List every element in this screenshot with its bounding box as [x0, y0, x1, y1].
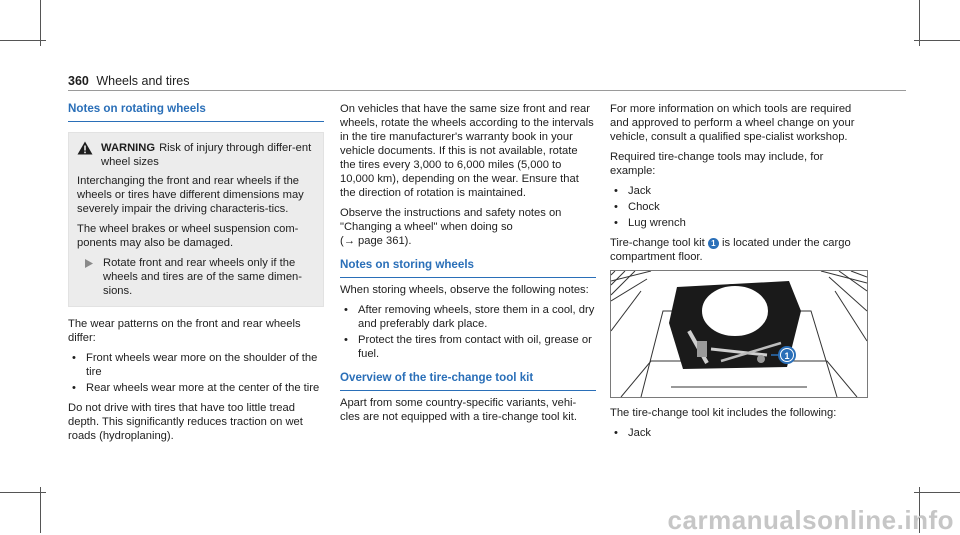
- bullet: •: [72, 382, 76, 394]
- includes-intro: The tire-change tool kit includes the following:: [610, 407, 837, 419]
- column-2: [340, 102, 596, 430]
- warning-step-text: Rotate front and rear wheels only if the wheels and tires are of the same dimen-sions.: [103, 257, 302, 297]
- list-item: • Rear wheels wear more at the center of the tire: [72, 382, 320, 394]
- storing-intro: When storing wheels, observe the following notes:: [340, 284, 589, 296]
- kit-location: Tire-change tool kit 1 is located under the cargo compartment floor.: [610, 237, 851, 263]
- warning-keyword: WARNING: [101, 142, 156, 154]
- crop-mark: [914, 492, 960, 493]
- list-item: • Lug wrench: [614, 217, 686, 229]
- list-item: • Chock: [614, 201, 660, 213]
- column-3: [610, 102, 866, 446]
- watermark: carmanualsonline.info: [667, 505, 954, 535]
- bullet: •: [614, 427, 618, 439]
- bullet: •: [344, 334, 348, 346]
- warning-body-2: The wheel brakes or wheel suspension com-ponents may also be damaged.: [77, 223, 299, 249]
- rotating-heading: Notes on rotating wheels: [68, 102, 324, 122]
- list-item: • Protect the tires from contact with oil, grease or fuel.: [344, 334, 592, 360]
- list-item: • After removing wheels, store them in a cool, dry and preferably dark place.: [344, 304, 595, 330]
- list-item: • Front wheels wear more on the shoulder of the tire: [72, 352, 318, 378]
- crop-mark: [0, 492, 46, 493]
- observe-paragraph: Observe the instructions and safety notes on "Changing a wheel" when doing so (→ page 361).: [340, 207, 562, 247]
- bullet: •: [614, 217, 618, 229]
- wear-list: [68, 351, 324, 395]
- warning-title: Risk of injury through differ-ent wheel sizes: [101, 142, 312, 168]
- warning-step: [77, 256, 315, 298]
- crop-mark: [40, 487, 41, 533]
- cargo-compartment-drawing: [611, 271, 867, 397]
- crop-mark: [914, 40, 960, 41]
- info-paragraph: For more information on which tools are required and approved to perform a wheel change on your vehicle, consult a qualified spe-cialist workshop.: [610, 103, 855, 143]
- warning-body: Interchanging the front and rear wheels if the wheels or tires have different dimensions may severely impair the driving characteris-tics.: [77, 175, 304, 215]
- wear-intro: The wear patterns on the front and rear wheels differ:: [68, 318, 301, 344]
- page-header: [68, 74, 189, 88]
- required-list: [610, 184, 866, 230]
- tool-kit-illustration: [610, 270, 868, 398]
- callout-badge: 1: [708, 238, 719, 249]
- kit-heading: Overview of the tire-change tool kit: [340, 371, 596, 391]
- bullet: •: [614, 185, 618, 197]
- storing-list: [340, 303, 596, 361]
- includes-list: [610, 426, 866, 440]
- header-divider: [68, 90, 906, 91]
- warning-box: [68, 132, 324, 307]
- storing-heading: Notes on storing wheels: [340, 258, 596, 278]
- play-arrow-icon: [85, 256, 95, 298]
- list-item: • Jack: [614, 185, 652, 197]
- figure-callout: 1: [784, 351, 790, 361]
- bullet: •: [344, 304, 348, 316]
- page-reference-link[interactable]: (→ page 361).: [340, 235, 412, 247]
- tread-note: Do not drive with tires that have too little tread depth. This significantly reduces traction on wet roads (hydroplaning).: [68, 402, 303, 442]
- crop-mark: [0, 40, 46, 41]
- bullet: •: [72, 352, 76, 364]
- required-intro: Required tire-change tools may include, for example:: [610, 151, 824, 177]
- rotation-paragraph: On vehicles that have the same size front and rear wheels, rotate the wheels according to the intervals in the tire manufacturer's warranty book in your vehicle documents. If this is not available, rotate the tires every 3,000 to 6,000 miles (5,000 to 10,000 km), depending on the wear. Ensure that the direction of rotation is maintained.: [340, 103, 594, 199]
- page-number: 360: [68, 74, 89, 88]
- warning-triangle-icon: [77, 141, 95, 159]
- list-item: • Jack: [614, 427, 652, 439]
- bullet: •: [614, 201, 618, 213]
- kit-paragraph: Apart from some country-specific variants, vehi-cles are not equipped with a tire-change tool kit.: [340, 397, 577, 423]
- section-title: Wheels and tires: [96, 74, 190, 88]
- column-1: [68, 102, 324, 449]
